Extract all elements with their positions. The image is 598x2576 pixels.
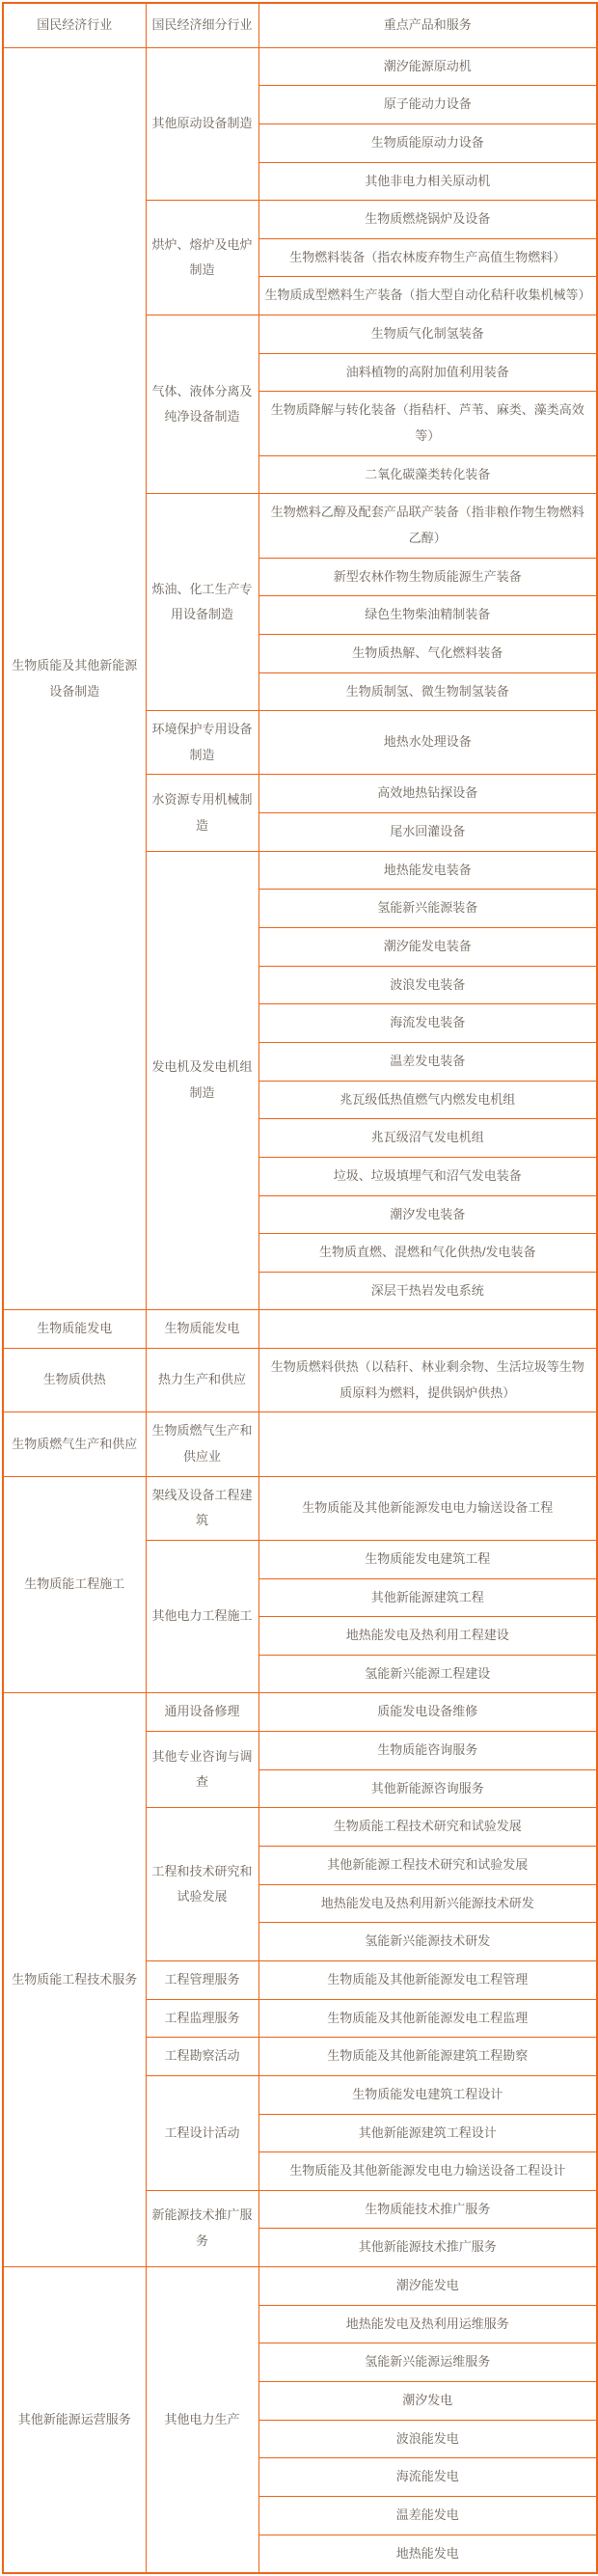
sub-industry-cell: 水资源专用机械制造 xyxy=(146,775,258,851)
product-cell: 地热能发电装备 xyxy=(258,851,597,890)
product-cell: 海流发电装备 xyxy=(258,1004,597,1043)
table-row xyxy=(3,2267,597,2306)
product-cell: 地热能发电及热利用工程建设 xyxy=(258,1617,597,1656)
product-cell: 其他新能源咨询服务 xyxy=(258,1769,597,1808)
sub-industry-cell: 工程管理服务 xyxy=(146,1960,258,1999)
product-cell: 新型农林作物生物质能源生产装备 xyxy=(258,558,597,596)
product-cell: 地热能发电 xyxy=(258,2535,597,2573)
product-cell: 生物质热解、气化燃料装备 xyxy=(258,634,597,672)
product-cell: 地热能发电及热利用运维服务 xyxy=(258,2305,597,2343)
col-header-products: 重点产品和服务 xyxy=(258,3,597,47)
industry-cell: 其他新能源运营服务 xyxy=(3,2267,146,2574)
table-header-row xyxy=(3,3,597,47)
product-cell: 兆瓦级低热值燃气内燃发电机组 xyxy=(258,1081,597,1119)
product-cell: 生物质能及其他新能源发电工程管理 xyxy=(258,1960,597,1999)
product-cell: 其他新能源工程技术研究和试验发展 xyxy=(258,1847,597,1885)
sub-industry-cell: 架线及设备工程建筑 xyxy=(146,1476,258,1540)
sub-industry-cell: 工程监理服务 xyxy=(146,1999,258,2038)
product-cell: 氢能新兴能源装备 xyxy=(258,890,597,928)
sub-industry-cell: 烘炉、熔炉及电炉制造 xyxy=(146,201,258,315)
product-cell: 绿色生物柴油精制装备 xyxy=(258,596,597,635)
sub-industry-cell: 新能源技术推广服务 xyxy=(146,2190,258,2266)
table-row xyxy=(3,47,597,86)
product-cell xyxy=(258,1310,597,1349)
industry-cell: 生物质能工程技术服务 xyxy=(3,1693,146,2267)
sub-industry-cell: 环境保护专用设备制造 xyxy=(146,711,258,775)
sub-industry-cell: 炼油、化工生产专用设备制造 xyxy=(146,494,258,711)
product-cell: 质能发电设备维修 xyxy=(258,1693,597,1732)
product-cell: 生物质燃烧锅炉及设备 xyxy=(258,201,597,239)
industry-cell: 生物质能工程施工 xyxy=(3,1476,146,1693)
industry-cell: 生物质能及其他新能源设备制造 xyxy=(3,47,146,1310)
product-cell: 生物质能工程技术研究和试验发展 xyxy=(258,1808,597,1847)
product-cell: 生物燃料装备（指农林废弃物生产高值生物燃料） xyxy=(258,238,597,277)
product-cell: 温差能发电 xyxy=(258,2496,597,2535)
product-cell: 生物质能发电建筑工程 xyxy=(258,1540,597,1578)
product-cell: 氢能新兴能源技术研发 xyxy=(258,1923,597,1961)
sub-industry-cell: 气体、液体分离及纯净设备制造 xyxy=(146,315,258,494)
table-row xyxy=(3,1349,597,1412)
product-cell: 深层干热岩发电系统 xyxy=(258,1272,597,1310)
col-header-sub-industry: 国民经济细分行业 xyxy=(146,3,258,47)
product-cell: 生物质气化制氢装备 xyxy=(258,315,597,354)
product-cell: 生物燃料乙醇及配套产品联产装备（指非粮作物生物燃料乙醇） xyxy=(258,494,597,558)
product-cell xyxy=(258,1412,597,1476)
industry-cell: 生物质供热 xyxy=(3,1349,146,1412)
product-cell: 潮汐能发电 xyxy=(258,2267,597,2306)
product-cell: 其他非电力相关原动机 xyxy=(258,162,597,201)
product-cell: 地热水处理设备 xyxy=(258,711,597,775)
sub-industry-cell: 工程设计活动 xyxy=(146,2075,258,2190)
sub-industry-cell: 工程勘察活动 xyxy=(146,2038,258,2076)
table-row xyxy=(3,1310,597,1349)
sub-industry-cell: 热力生产和供应 xyxy=(146,1349,258,1412)
product-cell: 生物质能发电建筑工程设计 xyxy=(258,2075,597,2114)
sub-industry-cell: 其他原动设备制造 xyxy=(146,47,258,201)
product-cell: 生物质能及其他新能源发电工程监理 xyxy=(258,1999,597,2038)
sub-industry-cell: 通用设备修理 xyxy=(146,1693,258,1732)
product-cell: 二氧化碳藻类转化装备 xyxy=(258,455,597,494)
product-cell: 生物质制氢、微生物制氢装备 xyxy=(258,672,597,711)
product-cell: 海流能发电 xyxy=(258,2458,597,2497)
product-cell: 生物质直燃、混燃和气化供热/发电装备 xyxy=(258,1234,597,1273)
product-cell: 潮汐能源原动机 xyxy=(258,47,597,86)
industry-cell: 生物质能发电 xyxy=(3,1310,146,1349)
product-cell: 地热能发电及热利用新兴能源技术研发 xyxy=(258,1884,597,1923)
product-cell: 其他新能源建筑工程 xyxy=(258,1578,597,1617)
sub-industry-cell: 生物质能发电 xyxy=(146,1310,258,1349)
product-cell: 其他新能源技术推广服务 xyxy=(258,2229,597,2267)
product-cell: 尾水回灌设备 xyxy=(258,813,597,852)
product-cell: 生物质能技术推广服务 xyxy=(258,2190,597,2229)
product-cell: 氢能新兴能源运维服务 xyxy=(258,2343,597,2382)
product-cell: 潮汐发电装备 xyxy=(258,1195,597,1234)
table-body xyxy=(3,47,597,2573)
sub-industry-cell: 工程和技术研究和试验发展 xyxy=(146,1808,258,1961)
product-cell: 兆瓦级沼气发电机组 xyxy=(258,1119,597,1158)
product-cell: 生物质能及其他新能源发电电力输送设备工程设计 xyxy=(258,2152,597,2191)
table-row xyxy=(3,1476,597,1540)
industry-cell: 生物质燃气生产和供应 xyxy=(3,1412,146,1476)
product-cell: 生物质能原动力设备 xyxy=(258,123,597,162)
product-cell: 生物质成型燃料生产装备（指大型自动化秸秆收集机械等） xyxy=(258,277,597,315)
product-cell: 温差发电装备 xyxy=(258,1042,597,1081)
product-cell: 垃圾、垃圾填埋气和沼气发电装备 xyxy=(258,1157,597,1195)
product-cell: 生物质能咨询服务 xyxy=(258,1732,597,1770)
sub-industry-cell: 生物质燃气生产和供应业 xyxy=(146,1412,258,1476)
product-cell: 潮汐发电 xyxy=(258,2382,597,2421)
product-cell: 原子能动力设备 xyxy=(258,86,597,124)
product-cell: 油料植物的高附加值利用装备 xyxy=(258,353,597,392)
industry-classification-table xyxy=(2,2,598,2574)
product-cell: 氢能新兴能源工程建设 xyxy=(258,1655,597,1693)
table-row xyxy=(3,1693,597,1732)
sub-industry-cell: 其他电力工程施工 xyxy=(146,1540,258,1693)
product-cell: 生物质燃料供热（以秸秆、林业剩余物、生活垃圾等生物质原料为燃料，提供锅炉供热） xyxy=(258,1349,597,1412)
product-cell: 生物质能及其他新能源发电电力输送设备工程 xyxy=(258,1476,597,1540)
product-cell: 潮汐能发电装备 xyxy=(258,928,597,967)
table-row xyxy=(3,1412,597,1476)
sub-industry-cell: 其他专业咨询与调查 xyxy=(146,1732,258,1808)
product-cell: 生物质降解与转化装备（指秸杆、芦苇、麻类、藻类高效等） xyxy=(258,392,597,455)
product-cell: 波浪能发电 xyxy=(258,2420,597,2458)
col-header-industry: 国民经济行业 xyxy=(3,3,146,47)
product-cell: 生物质能及其他新能源建筑工程勘察 xyxy=(258,2038,597,2076)
product-cell: 其他新能源建筑工程设计 xyxy=(258,2114,597,2152)
sub-industry-cell: 其他电力生产 xyxy=(146,2267,258,2574)
product-cell: 高效地热钻探设备 xyxy=(258,775,597,813)
product-cell: 波浪发电装备 xyxy=(258,966,597,1004)
sub-industry-cell: 发电机及发电机组制造 xyxy=(146,851,258,1310)
